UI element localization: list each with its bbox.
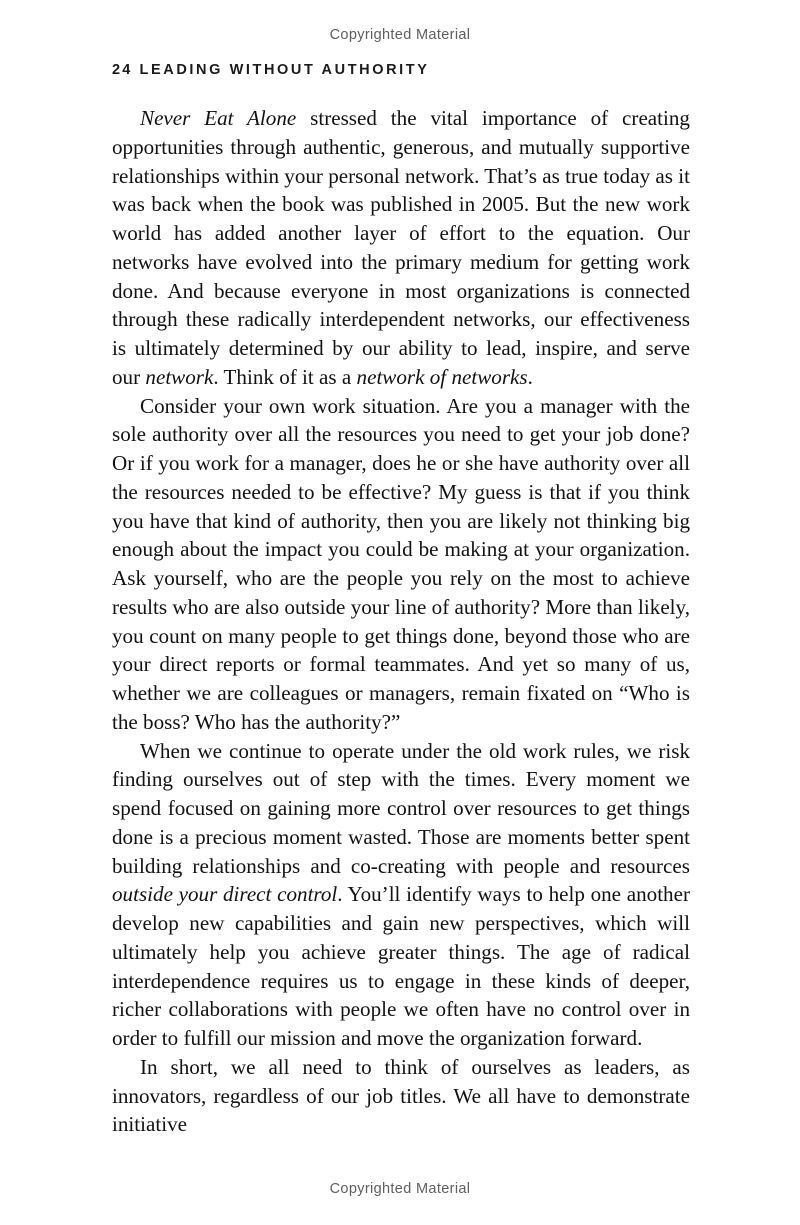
paragraph: When we continue to operate under the old work rules, we risk finding ourselves out of step with the times. Every moment we spend focused on gaining more control over resources to get things done is a precious moment wasted. Those are moments better spent building relationships and co-creating with people and resources outside your direct control. You’ll identify ways to help one another develop new capabilities and gain new perspectives, which will ultimately help you achieve greater things. The age of radical interdependence requires us to engage in these kinds of deeper, richer collaborations with people we often have no control over in order to fulfill our mission and move the organization forward.	[112, 738, 690, 1050]
running-head-title: LEADING WITHOUT AUTHORITY	[139, 62, 430, 78]
copyright-watermark-top: Copyrighted Material	[329, 27, 471, 43]
paragraph: Never Eat Alone stressed the vital importance of creating opportunities through authentic, generous, and mutually supportive relationships within your personal network. That’s as true today as it was back when the book was published in 2005. But the new work world has added another layer of effort to the equation. Our networks have evolved into the primary medium for getting work done. And because everyone in most organizations is connected through these radically interdependent networks, our effectiveness is ultimately determined by our ability to lead, inspire, and serve our network. Think of it as a network of networks.	[112, 106, 690, 389]
page-number: 24	[112, 62, 133, 78]
paragraph: In short, we all need to think of ourselves as leaders, as innovators, regardless of our job titles. We all have to demonstrate initiative	[112, 1054, 690, 1137]
body-text	[112, 104, 690, 1139]
copyright-watermark-bottom: Copyrighted Material	[329, 1181, 471, 1197]
running-head	[112, 62, 430, 78]
paragraph: Consider your own work situation. Are you a manager with the sole authority over all the resources you need to get your job done? Or if you work for a manager, does he or she have authority over all the resources needed to be effective? My guess is that if you think you have that kind of authority, then you are likely not thinking big enough about the impact you could be making at your organization. Ask yourself, who are the people you rely on the most to achieve results who are also outside your line of authority? More than likely, you count on many people to get things done, beyond those who are your direct reports or formal teammates. And yet so many of us, whether we are colleagues or managers, remain fixated on “Who is the boss? Who has the authority?”	[112, 393, 690, 734]
